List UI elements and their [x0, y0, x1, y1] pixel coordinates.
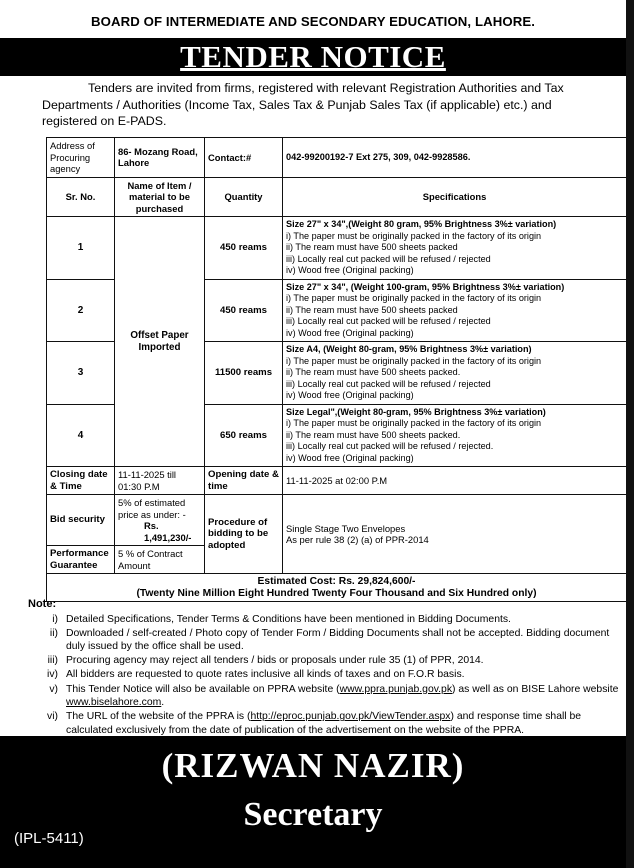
row-specifications: [283, 404, 627, 467]
note-number: vi): [47, 711, 58, 723]
spec-item: iii) Locally real cut packed will be refused / rejected.: [286, 441, 494, 451]
spec-item: ii) The ream must have 500 sheets packed: [286, 304, 458, 315]
spec-item: iv) Wood free (Original packing): [286, 452, 414, 463]
note-item: [28, 683, 626, 710]
closing-date-value: 11-11-2025 till 01:30 P.M: [115, 467, 205, 495]
estimated-cost-amount: Estimated Cost: Rs. 29,824,600/-: [257, 576, 416, 587]
note-text: [66, 683, 626, 710]
table-row: [47, 217, 627, 280]
spec-title: Size 27" x 34", (Weight 100-gram, 95% Brightness 3%± variation): [286, 281, 565, 292]
spec-item: ii) The ream must have 500 sheets packed.: [286, 367, 461, 377]
procedure-line-2: As per rule 38 (2) (a) of PPR-2014: [286, 534, 429, 545]
column-header-srno: Sr. No.: [47, 177, 115, 217]
note-text-post: .: [161, 697, 165, 709]
note-item: [28, 654, 626, 668]
spec-item: i) The paper must be originally packed in the factory of its origin: [286, 355, 542, 366]
contact-label: Contact:#: [205, 138, 283, 178]
note-text: [66, 710, 626, 737]
row-quantity: 450 reams: [205, 279, 283, 342]
note-number: i): [52, 613, 58, 625]
spec-item: i) The paper must be originally packed in the factory of its origin: [286, 230, 542, 241]
spec-item: i) The paper must be originally packed in the factory of its origin: [286, 418, 542, 428]
spec-item: ii) The ream must have 500 sheets packed: [286, 242, 458, 252]
row-srno: 2: [47, 279, 115, 342]
procedure-label: Procedure of bidding to be adopted: [205, 495, 283, 574]
column-header-quantity: Quantity: [205, 177, 283, 217]
note-text: Detailed Specifications, Tender Terms & Conditions have been mentioned in Bidding Documents.: [66, 613, 511, 625]
spec-title: Size A4, (Weight 80-gram, 95% Brightness 3%± variation): [286, 344, 532, 354]
table-row-address: [47, 138, 627, 178]
bid-security-value: [115, 495, 205, 546]
note-item: [28, 710, 626, 737]
performance-guarantee-value: 5 % of Contract Amount: [115, 546, 205, 574]
performance-guarantee-label: Performance Guarantee: [47, 546, 115, 574]
spec-title: Size 27" x 34",(Weight 80 gram, 95% Brightness 3%± variation): [286, 219, 557, 229]
intro-paragraph: Tenders are invited from firms, registered with relevant Registration Authorities and Tax Departments / Authorities (Income Tax, Sales Tax & Punjab Sales Tax (if applicable) etc.) and registered on E-PADS.: [42, 81, 564, 128]
column-header-specifications: Specifications: [283, 177, 627, 217]
tender-notice-title: TENDER NOTICE: [180, 39, 446, 74]
spec-item: iv) Wood free (Original packing): [286, 390, 414, 400]
spec-item: iii) Locally real cut packed will be refused / rejected: [286, 253, 491, 264]
row-quantity: 450 reams: [205, 217, 283, 280]
estimated-cost-words: (Twenty Nine Million Eight Hundred Twenty Four Thousand and Six Hundred only): [136, 587, 537, 599]
note-text: All bidders are requested to quote rates inclusive all kinds of taxes and on F.O.R basis.: [66, 669, 465, 681]
bid-security-amount: Rs. 1,491,230/-: [144, 520, 192, 543]
bid-security-text: 5% of estimated price as under: -: [118, 497, 186, 520]
signatory-name: (RIZWAN NAZIR): [161, 746, 465, 785]
row-srno: 4: [47, 404, 115, 467]
table-row-dates: [47, 467, 627, 495]
row-specifications: [283, 217, 627, 280]
ppra-website-link[interactable]: www.ppra.punjab.gov.pk: [339, 683, 453, 695]
note-number: v): [49, 683, 58, 695]
tender-details-table: [46, 137, 627, 602]
item-name: Offset Paper Imported: [115, 217, 205, 467]
address-label: Address of Procuring agency: [47, 138, 115, 178]
spec-item: ii) The ream must have 500 sheets packed.: [286, 429, 461, 440]
signature-footer: [0, 736, 626, 868]
signatory-role: Secretary: [243, 796, 383, 833]
page-right-border: [626, 0, 634, 868]
row-specifications: [283, 342, 627, 405]
opening-date-label: Opening date & time: [205, 467, 283, 495]
eproc-url-link[interactable]: http://eproc.punjab.gov.pk/ViewTender.aspx: [250, 711, 451, 723]
spec-item: iv) Wood free (Original packing): [286, 327, 414, 338]
spec-item: iii) Locally real cut packed will be refused / rejected: [286, 378, 491, 389]
contact-value: 042-99200192-7 Ext 275, 309, 042-9928586.: [283, 138, 627, 178]
row-specifications: [283, 279, 627, 342]
page-right-margin: [634, 0, 640, 868]
column-header-item: Name of Item / material to be purchased: [115, 177, 205, 217]
note-item: [28, 627, 626, 654]
note-item: [28, 613, 626, 627]
note-text-post: ) and response time shall be calculated exclusively from the date of publication of the advertisement on the website of the PPRA.: [66, 711, 582, 736]
note-item: [28, 668, 626, 682]
table-row-bid-security: [47, 495, 627, 546]
notes-section: [28, 598, 626, 738]
procedure-value: [283, 495, 627, 574]
spec-item: iv) Wood free (Original packing): [286, 265, 414, 275]
organization-title: BOARD OF INTERMEDIATE AND SECONDARY EDUCATION, LAHORE.: [90, 14, 535, 29]
note-text-mid: ) as well as on BISE Lahore website: [452, 683, 619, 695]
note-number: iv): [47, 669, 58, 681]
opening-date-value: 11-11-2025 at 02:00 P.M: [283, 467, 627, 495]
spec-item: i) The paper must be originally packed in the factory of its origin: [286, 293, 542, 303]
note-text-pre: This Tender Notice will also be available on PPRA website (: [66, 683, 340, 695]
row-srno: 1: [47, 217, 115, 280]
note-text: Downloaded / self-created / Photo copy of Tender Form / Bidding Documents shall not be accepted. Bidding document duly issued by the office shall be used.: [66, 627, 610, 653]
procedure-line-1: Single Stage Two Envelopes: [286, 522, 406, 534]
address-value: 86- Mozang Road, Lahore: [115, 138, 205, 178]
row-quantity: 650 reams: [205, 404, 283, 467]
note-text-pre: The URL of the website of the PPRA is (: [66, 711, 251, 723]
row-quantity: 11500 reams: [205, 342, 283, 405]
closing-date-label: Closing date & Time: [47, 467, 115, 495]
bid-security-label: Bid security: [47, 495, 115, 546]
notes-title: Note:: [28, 598, 57, 610]
bise-website-link[interactable]: www.biselahore.com: [66, 697, 162, 709]
row-srno: 3: [47, 342, 115, 405]
note-number: ii): [49, 627, 58, 639]
spec-item: iii) Locally real cut packed will be refused / rejected: [286, 316, 491, 326]
note-number: iii): [47, 655, 58, 667]
table-row-column-headers: [47, 177, 627, 217]
note-text: Procuring agency may reject all tenders / bids or proposals under rule 35 (1) of PPR, 2014.: [66, 655, 484, 667]
spec-title: Size Legal",(Weight 80-gram, 95% Brightness 3%± variation): [286, 406, 546, 417]
reference-code: (IPL-5411): [14, 830, 84, 847]
